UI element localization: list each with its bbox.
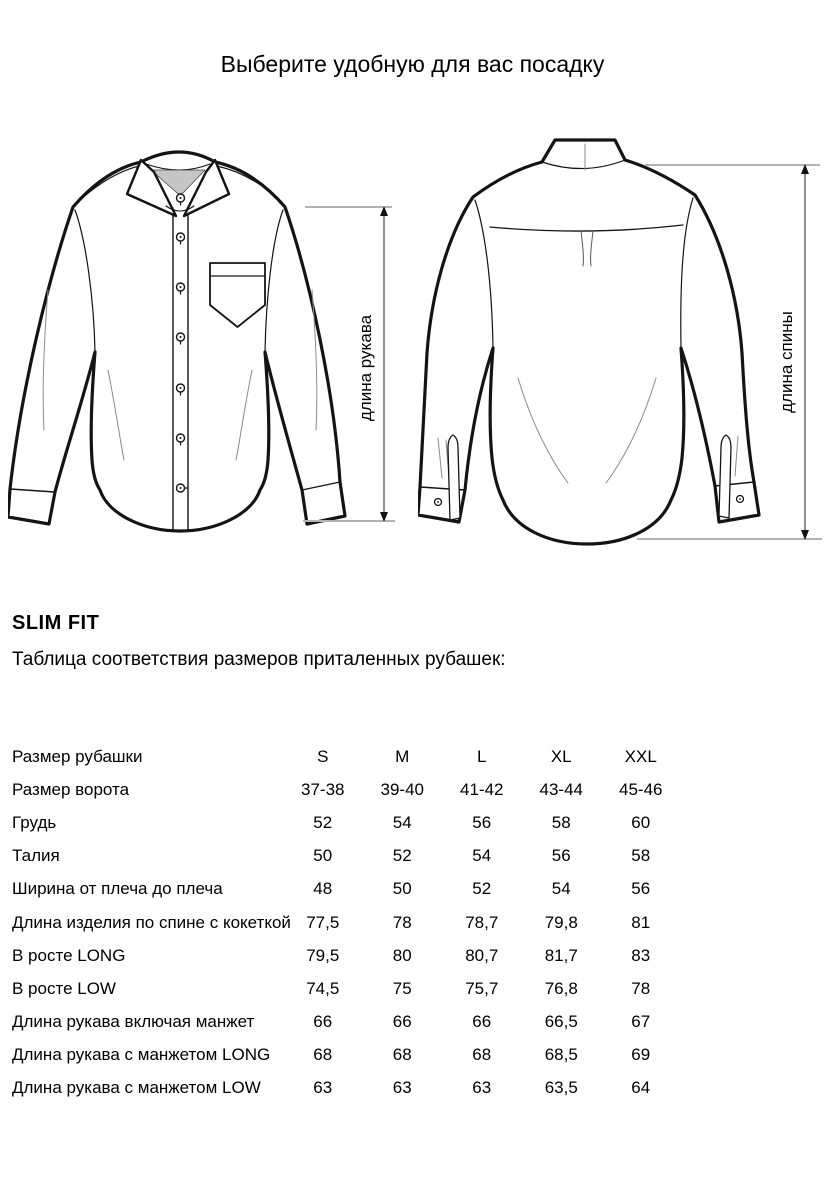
size-table-row (12, 806, 692, 839)
size-value: 54 (472, 846, 492, 866)
row-label: Грудь (12, 812, 57, 832)
table-subtitle: Таблица соответствия размеров приталенных рубашек: (12, 649, 506, 670)
page-title: Выберите удобную для вас посадку (220, 51, 605, 77)
size-value: 66 (313, 1012, 333, 1032)
size-value: 48 (313, 879, 333, 899)
size-column-header: XXL (624, 746, 657, 766)
size-value: 68,5 (544, 1045, 578, 1065)
size-value: 75,7 (465, 978, 499, 998)
size-value: 81 (631, 912, 651, 932)
size-value: 68 (313, 1045, 333, 1065)
size-value: 58 (551, 812, 571, 832)
size-value: 67 (631, 1012, 651, 1032)
size-table-row (12, 1072, 692, 1105)
size-table-row (12, 1006, 692, 1039)
row-label: Размер ворота (12, 779, 130, 799)
size-column-header: M (395, 746, 410, 766)
row-label: В росте LONG (12, 945, 126, 965)
size-value: 56 (631, 879, 651, 899)
size-value: 39-40 (380, 779, 424, 799)
size-value: 81,7 (544, 945, 578, 965)
size-value: 83 (631, 945, 651, 965)
size-table-row (12, 840, 692, 873)
size-value: 63 (392, 1078, 412, 1098)
size-value: 43-44 (539, 779, 583, 799)
row-label: Длина рукава включая манжет (12, 1012, 255, 1032)
row-label: Талия (12, 846, 60, 866)
back-length-label: длина спины (777, 311, 796, 413)
size-value: 77,5 (306, 912, 340, 932)
size-table-row (12, 873, 692, 906)
size-value: 78,7 (465, 912, 499, 932)
size-value: 52 (472, 879, 492, 899)
size-column-header: L (477, 746, 487, 766)
size-value: 66 (472, 1012, 492, 1032)
size-value: 41-42 (460, 779, 504, 799)
row-label: Размер рубашки (12, 746, 143, 766)
size-value: 80 (392, 945, 412, 965)
size-value: 75 (392, 978, 412, 998)
size-value: 66,5 (544, 1012, 578, 1032)
size-column-header: S (317, 746, 329, 766)
size-table-row (12, 939, 692, 972)
size-table-row (12, 773, 692, 806)
size-column-header: XL (550, 746, 572, 766)
size-value: 56 (472, 812, 492, 832)
size-value: 63,5 (544, 1078, 578, 1098)
size-value: 63 (313, 1078, 333, 1098)
size-value: 50 (313, 846, 333, 866)
size-value: 79,8 (544, 912, 578, 932)
size-value: 54 (392, 812, 412, 832)
size-value: 37-38 (301, 779, 345, 799)
size-table (12, 740, 692, 1105)
row-label: Длина рукава с манжетом LOW (12, 1078, 261, 1098)
size-value: 78 (631, 978, 651, 998)
size-value: 58 (631, 846, 651, 866)
row-label: Длина рукава с манжетом LONG (12, 1045, 271, 1065)
size-value: 68 (472, 1045, 492, 1065)
size-value: 68 (392, 1045, 412, 1065)
size-table-row (12, 1039, 692, 1072)
size-value: 79,5 (306, 945, 340, 965)
size-value: 52 (392, 846, 412, 866)
size-value: 54 (551, 879, 571, 899)
row-label: Ширина от плеча до плеча (12, 879, 223, 899)
size-table-row (12, 906, 692, 939)
row-label: Длина изделия по спине с кокеткой (12, 912, 291, 932)
row-label: В росте LOW (12, 978, 116, 998)
size-value: 45-46 (619, 779, 663, 799)
size-value: 74,5 (306, 978, 340, 998)
size-value: 78 (392, 912, 412, 932)
size-value: 66 (392, 1012, 412, 1032)
sleeve-length-label: длина рукава (356, 314, 375, 422)
size-value: 69 (631, 1045, 651, 1065)
size-value: 76,8 (544, 978, 578, 998)
size-value: 56 (551, 846, 571, 866)
size-value: 63 (472, 1078, 492, 1098)
section-heading: SLIM FIT (12, 612, 100, 634)
size-table-row (12, 972, 692, 1005)
size-value: 50 (392, 879, 412, 899)
size-value: 52 (313, 812, 333, 832)
size-table-header-row (12, 740, 692, 773)
size-value: 60 (631, 812, 651, 832)
size-value: 64 (631, 1078, 651, 1098)
size-value: 80,7 (465, 945, 499, 965)
